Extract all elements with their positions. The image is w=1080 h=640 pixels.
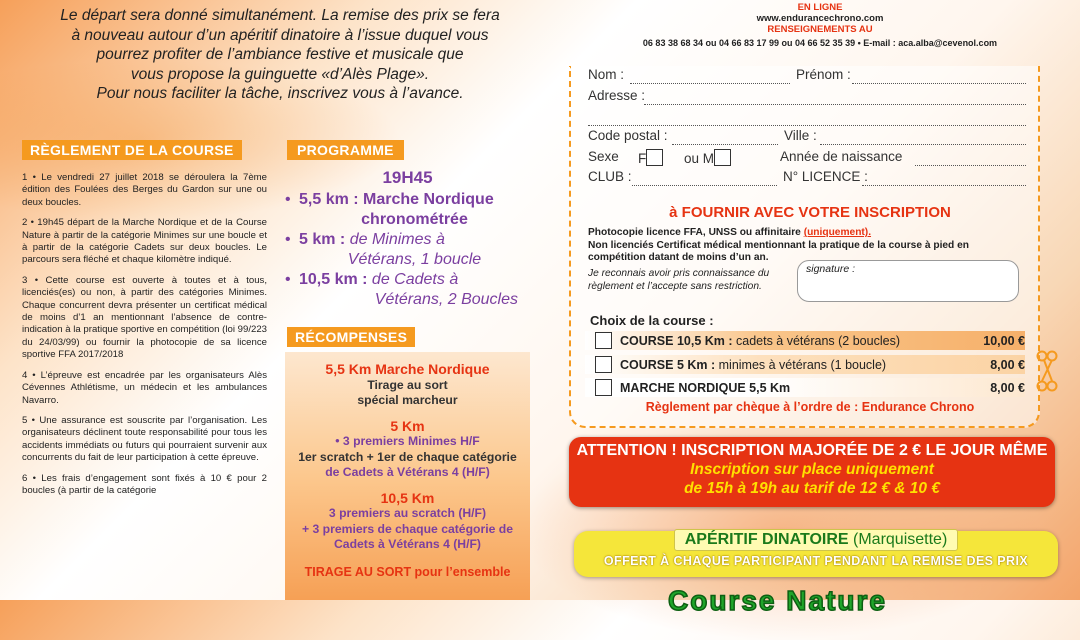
signature-box[interactable] — [797, 260, 1019, 302]
licence-field[interactable] — [862, 173, 1026, 186]
course-option[interactable] — [585, 355, 1025, 374]
aperitif-title-text: APÉRITIF DINATOIRE — [684, 531, 849, 548]
rules-paragraph: 6 • Les frais d’engagement sont fixés à 10 € pour 2 boucles (à partir de la catégorie — [22, 472, 267, 496]
m-text: ou M — [684, 151, 715, 166]
uniquement-text: (uniquement). — [803, 227, 872, 238]
course-nature-title: Course Nature — [668, 585, 887, 616]
k10-line: Cadets à Vétérans 4 (H/F) — [334, 537, 481, 551]
option-price: 8,00 € — [990, 357, 1025, 372]
contact-phones: 06 83 38 68 34 ou 04 66 83 17 99 ou 04 66 52 35 39 • E-mail : aca.alba@cevenol.com — [642, 38, 998, 48]
programme-item-italic: de Minimes à — [345, 231, 445, 248]
programme-item-bold2: chronométrée — [361, 211, 468, 228]
recompenses-box — [285, 352, 530, 600]
option-name: COURSE 5 Km : — [620, 357, 716, 372]
annee-field[interactable] — [915, 153, 1026, 166]
aperitif-title-sub: (Marquisette) — [848, 531, 948, 548]
photocopie-text: Photocopie licence FFA, UNSS ou affinitaire — [588, 227, 801, 238]
k5-line: de Cadets à Vétérans 4 (H/F) — [325, 465, 490, 479]
k10-title: 10,5 Km — [380, 489, 435, 506]
option-name: COURSE 10,5 Km : — [620, 333, 733, 348]
adresse-label: Adresse : — [588, 88, 646, 103]
k10-line: 3 premiers au scratch (H/F) — [328, 506, 487, 520]
attention-box — [569, 437, 1055, 507]
prenom-label: Prénom : — [796, 67, 851, 82]
programme-item: • 5 km : de Minimes à Vétérans, 1 boucle — [285, 230, 530, 270]
en-ligne: EN LIGNE — [797, 2, 843, 13]
scissors-icon — [1036, 350, 1058, 397]
recompenses-text — [285, 362, 530, 580]
non-licencies-text: Non licenciés Certificat médical mentionnant la pratique de la course à pied en — [588, 239, 970, 251]
option-price: 10,00 € — [983, 333, 1025, 348]
rules-paragraph: 3 • Cette course est ouverte à toutes et à tous, licenciés(es) ou non, à partir des catégories Minimes. Chaque concurrent devra présenter un certificat médical de moins d’1 an mentionnant l’absence de contre-indication à la pratique sportive en compétition (loi 99/223 du 24/03/99) ou fournir la photocopie de sa licence sportive FFA 2017/2018 — [22, 274, 267, 361]
intro-line: Le départ sera donné simultanément. La remise des prix se fera — [60, 7, 500, 24]
programme-item-italic2: Vétérans, 1 boucle — [347, 251, 482, 268]
aperitif-subtitle: OFFERT À CHAQUE PARTICIPANT PENDANT LA REMISE DES PRIX — [603, 554, 1029, 568]
aperitif-title — [674, 529, 959, 551]
renseignements: RENSEIGNEMENTS AU — [767, 24, 873, 35]
ville-field[interactable] — [820, 132, 1026, 145]
programme-heading: PROGRAMME — [287, 140, 404, 160]
signature-label: signature : — [806, 263, 856, 275]
k5-line: 1er scratch + 1er de chaque catégorie — [298, 449, 517, 464]
rules-paragraph: 4 • L’épreuve est encadrée par les organisateurs Alès Cévennes Athlétisme, un médecin et les ambulances Navarro. — [22, 369, 267, 406]
course-option[interactable] — [585, 378, 1025, 397]
intro-line: pourrez profiter de l’ambiance festive et musicale que — [96, 46, 464, 63]
programme-item-bold: 5 km : — [299, 231, 346, 248]
programme-item-italic2: Vétérans, 2 Boucles — [374, 291, 518, 308]
licence-label: N° LICENCE : — [783, 169, 868, 184]
option-desc: cadets à vétérans (2 boucles) — [732, 333, 900, 348]
nom-field[interactable] — [630, 71, 790, 84]
website-link[interactable]: www.endurancechrono.com — [756, 13, 884, 24]
attention-line: de 15h à 19h au tarif de 12 € & 10 € — [684, 480, 940, 497]
adresse-field[interactable] — [644, 92, 1026, 105]
aperitif-box — [574, 531, 1058, 577]
non-licencies-text: compétition datant de moins d’un an. — [588, 252, 769, 264]
course-option-checkbox[interactable] — [595, 356, 612, 373]
recompenses-heading: RÉCOMPENSES — [287, 327, 415, 347]
nordic-line: Tirage au sort — [367, 377, 448, 392]
option-desc: minimes à vétérans (1 boucle) — [715, 357, 887, 372]
option-price: 8,00 € — [990, 380, 1025, 395]
club-label: CLUB : — [588, 169, 632, 184]
prenom-field[interactable] — [852, 71, 1026, 84]
programme-item-bold: 5,5 km : Marche Nordique — [299, 191, 494, 208]
k10-line: + 3 premiers de chaque catégorie de — [301, 521, 513, 536]
sexe-label: Sexe — [588, 149, 619, 164]
rules-text — [22, 172, 267, 505]
reconnais-line: règlement et l’accepte sans restriction. — [588, 280, 762, 292]
sexe-f-checkbox[interactable] — [646, 149, 663, 166]
intro-text — [20, 6, 540, 104]
programme-item-bold: 10,5 km : — [299, 271, 368, 288]
club-field[interactable] — [632, 173, 777, 186]
rules-paragraph: 2 • 19h45 départ de la Marche Nordique et de la Course Nature à partir de la catégorie Minimes sur une boucle et à partir de la catégorie Cadets sur deux boucles. Le parcours sera fléché et chaque kilomètre indiqué. — [22, 217, 267, 266]
course-option-checkbox[interactable] — [595, 332, 612, 349]
k5-title: 5 Km — [390, 417, 425, 434]
rules-heading: RÈGLEMENT DE LA COURSE — [22, 140, 242, 160]
programme-item: • 10,5 km : de Cadets à Vétérans, 2 Boucles — [285, 270, 530, 310]
intro-line: vous propose la guinguette «d’Alès Plage». — [130, 65, 430, 83]
fournir-heading: à FOURNIR AVEC VOTRE INSCRIPTION — [669, 204, 951, 221]
nom-label: Nom : — [588, 67, 625, 82]
sexe-m-label — [684, 149, 731, 166]
f-text: F — [638, 151, 647, 166]
contact-header — [600, 2, 1040, 49]
ville-label: Ville : — [784, 128, 817, 143]
option-name: MARCHE NORDIQUE 5,5 Km — [620, 380, 791, 395]
nordic-title: 5,5 Km Marche Nordique — [325, 361, 490, 377]
k5-line: • 3 premiers Minimes H/F — [335, 434, 480, 448]
rules-paragraph: 1 • Le vendredi 27 juillet 2018 se déroulera la 7ème édition des Foulées des Berges du Gardon sur une ou deux boucles. — [22, 172, 267, 208]
choix-heading: Choix de la course : — [590, 313, 714, 328]
course-option[interactable] — [585, 331, 1025, 350]
sexe-m-checkbox[interactable] — [714, 149, 731, 166]
annee-label: Année de naissance — [780, 149, 903, 164]
code-postal-field[interactable] — [672, 132, 778, 145]
reconnais-text — [588, 268, 798, 293]
course-option-checkbox[interactable] — [595, 379, 612, 396]
attention-title: ATTENTION ! INSCRIPTION MAJORÉE DE 2 € LE JOUR MÊME — [576, 442, 1048, 459]
intro-line: Pour nous faciliter la tâche, inscrivez vous à l’avance. — [96, 85, 464, 102]
adresse-field-2[interactable] — [588, 113, 1026, 126]
programme-block — [285, 168, 530, 310]
programme-item-italic: de Cadets à — [367, 271, 459, 288]
programme-item: • 5,5 km : Marche Nordique chronométrée — [285, 190, 530, 230]
intro-line: à nouveau autour d’un apéritif dinatoire à l’issue duquel vous — [71, 26, 489, 44]
nordic-line: spécial marcheur — [357, 393, 458, 407]
code-postal-label: Code postal : — [588, 128, 668, 143]
reglement-cheque: Règlement par chèque à l’ordre de : Endurance Chrono — [645, 400, 975, 414]
reconnais-line: Je reconnais avoir pris connaissance du — [588, 268, 770, 279]
sexe-f-label — [638, 149, 663, 166]
programme-time: 19H45 — [382, 168, 433, 187]
attention-line: Inscription sur place uniquement — [690, 461, 934, 478]
rules-paragraph: 5 • Une assurance est souscrite par l’organisation. Les organisateurs déclinent toute responsabilité pour tous les accidents immédiats ou futurs qui pourraient survenir aux concurrents du fait de leur participation à cette épreuve. — [22, 414, 267, 464]
tirage-line: TIRAGE AU SORT pour l’ensemble — [304, 564, 511, 579]
